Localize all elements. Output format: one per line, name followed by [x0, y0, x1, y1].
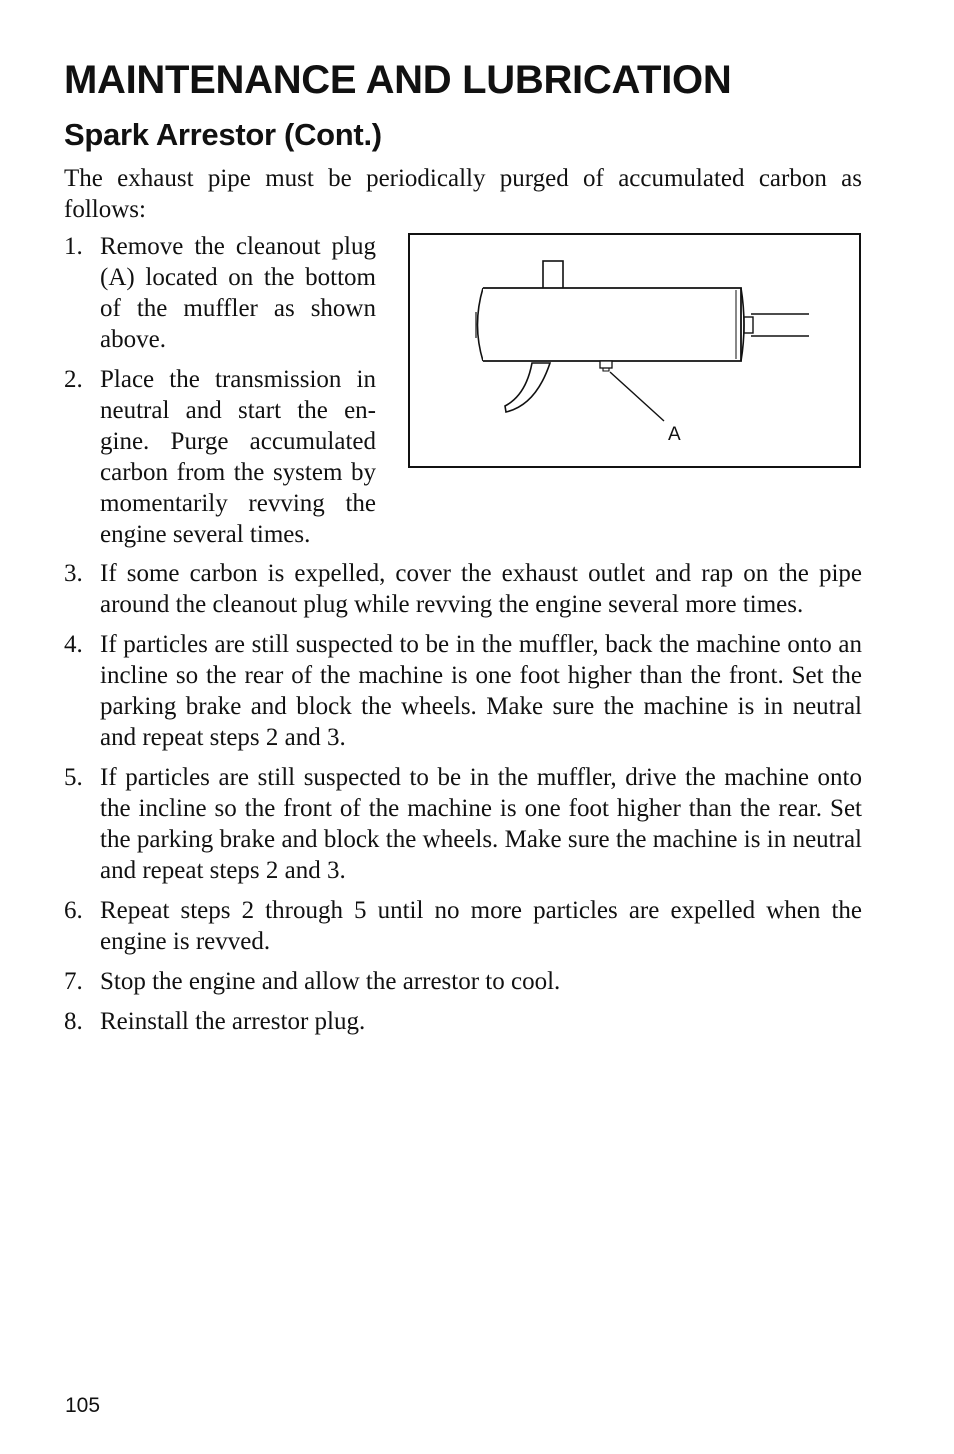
step-number: 2.: [64, 366, 83, 393]
step-text: Place the transmission in neutral and start the engine. Purge accumulated carbon from the system by momentarily revving the engine several times.: [100, 366, 376, 548]
steps-list-narrow: [64, 231, 376, 559]
muffler-body: [483, 288, 741, 361]
left-end-cap: [478, 288, 484, 361]
step-text: Reinstall the arrestor plug.: [100, 1008, 366, 1035]
steps-list-wide: [64, 558, 862, 1046]
outlet-collar: [744, 317, 753, 333]
muffler-diagram: [408, 233, 861, 468]
list-item: [64, 364, 376, 550]
callout-label-a: A: [668, 424, 681, 445]
step-number: 1.: [64, 233, 83, 260]
list-item: [64, 1006, 862, 1037]
list-item: [64, 966, 862, 997]
step-number: 7.: [64, 968, 83, 995]
step-text: If some carbon is expelled, cover the exhaust outlet and rap on the pipe around the cleanout plug while revving the engine several more times.: [100, 560, 862, 618]
step-text: If particles are still suspected to be in the muffler, back the machine onto an incline so the rear of the machine is one foot higher than the front. Set the parking brake and block the wheels. Make sure the machine is in neutral and repeat steps 2 and 3.: [100, 631, 862, 751]
step-text: If particles are still suspected to be in the muffler, drive the machine onto the incline so the front of the machine is one foot higher than the rear. Set the parking brake and block the wheels. Make sure the machine is in neutral and repeat steps 2 and 3.: [100, 764, 862, 884]
page-title: MAINTENANCE AND LUBRICATION: [64, 58, 732, 102]
callout-leader: [610, 372, 664, 421]
list-item: [64, 762, 862, 886]
step-number: 3.: [64, 560, 83, 587]
step-number: 8.: [64, 1008, 83, 1035]
list-item: [64, 558, 862, 620]
list-item: [64, 629, 862, 753]
section-heading: Spark Arrestor (Cont.): [64, 117, 382, 152]
outlet-pipe: [751, 314, 809, 336]
step-number: 4.: [64, 631, 83, 658]
muffler-drawing: [410, 235, 859, 466]
step-text: Repeat steps 2 through 5 until no more particles are expelled when the engine is revved.: [100, 897, 862, 955]
cleanout-plug: [600, 361, 612, 368]
page-number: 105: [65, 1394, 101, 1417]
step-text: Stop the engine and allow the arrestor to cool.: [100, 968, 561, 995]
step-number: 6.: [64, 897, 83, 924]
step-number: 5.: [64, 764, 83, 791]
step-text: Remove the cleanout plug (A) located on the bottom of the muffler as shown above.: [100, 233, 376, 353]
inlet-pipe: [505, 363, 550, 412]
intro-paragraph: The exhaust pipe must be periodically purged of accumulated carbon as follows:: [64, 165, 862, 223]
list-item: [64, 895, 862, 957]
list-item: [64, 231, 376, 355]
